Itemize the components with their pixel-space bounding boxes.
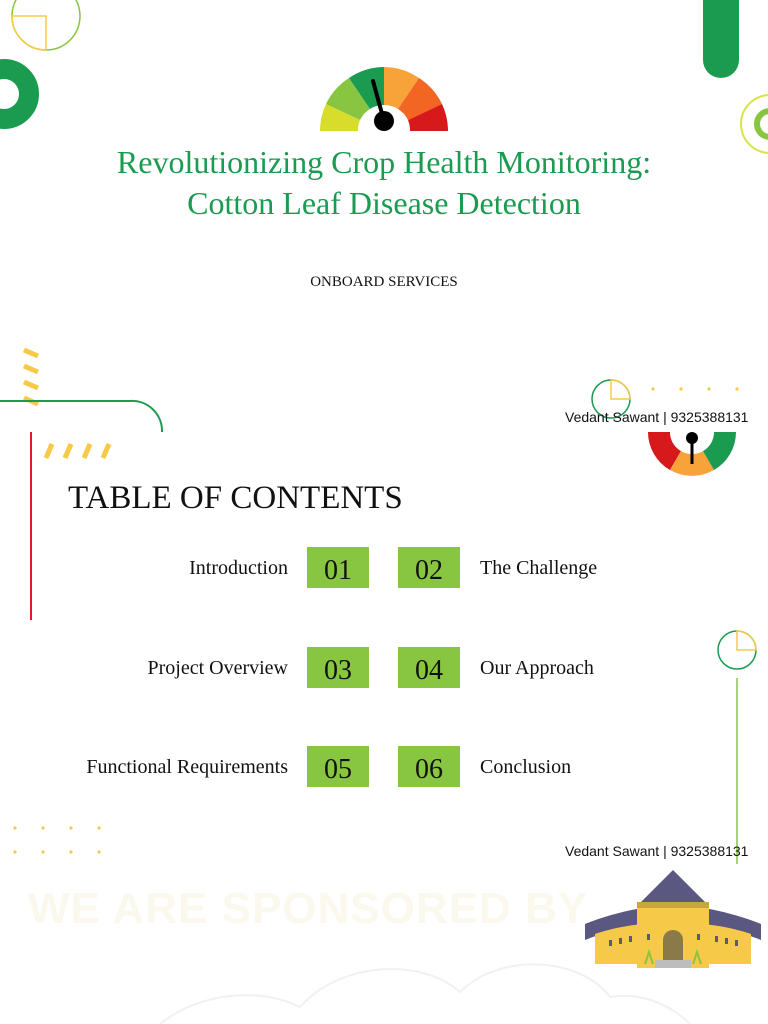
toc-item-conclusion[interactable]: Conclusion — [480, 756, 572, 778]
page-title: Revolutionizing Crop Health Monitoring: Cotton Leaf Disease Detection — [116, 144, 652, 221]
toc-item-the-challenge[interactable]: The Challenge — [480, 557, 598, 579]
toc-item-introduction[interactable]: Introduction — [189, 557, 288, 579]
toc-number: 05 — [307, 746, 369, 787]
toc-number: 02 — [398, 547, 460, 588]
building-icon — [585, 870, 761, 968]
pill-shape — [703, 0, 739, 78]
page-subtitle: ONBOARD SERVICES — [310, 274, 458, 290]
toc-number: 04 — [398, 647, 460, 688]
stripes-shape — [24, 350, 38, 404]
toc-number: 03 — [307, 647, 369, 688]
pie-chart-icon — [718, 631, 756, 669]
dots-shape — [13, 826, 100, 853]
decorations-bottom — [0, 432, 768, 1024]
donut-shape — [0, 69, 29, 119]
dots-shape — [651, 387, 738, 390]
author-line: Vedant Sawant | 9325388131 — [565, 409, 749, 425]
toc-item-functional-requirements[interactable]: Functional Requirements — [86, 756, 288, 778]
toc-heading: TABLE OF CONTENTS — [68, 480, 403, 516]
cloud-shape — [160, 964, 690, 1024]
line-shape — [0, 401, 162, 432]
toc-number: 06 — [398, 746, 460, 787]
sponsor-heading: WE ARE SPONSORED BY — [28, 884, 589, 933]
gauge-icon — [320, 67, 448, 131]
pie-chart-icon — [12, 0, 80, 50]
toc-item-our-approach[interactable]: Our Approach — [480, 657, 594, 679]
gauge-icon — [648, 432, 736, 476]
stripes-shape — [46, 444, 109, 458]
toc-item-project-overview[interactable]: Project Overview — [147, 657, 288, 679]
toc-number: 01 — [307, 547, 369, 588]
author-line: Vedant Sawant | 9325388131 — [565, 843, 749, 859]
